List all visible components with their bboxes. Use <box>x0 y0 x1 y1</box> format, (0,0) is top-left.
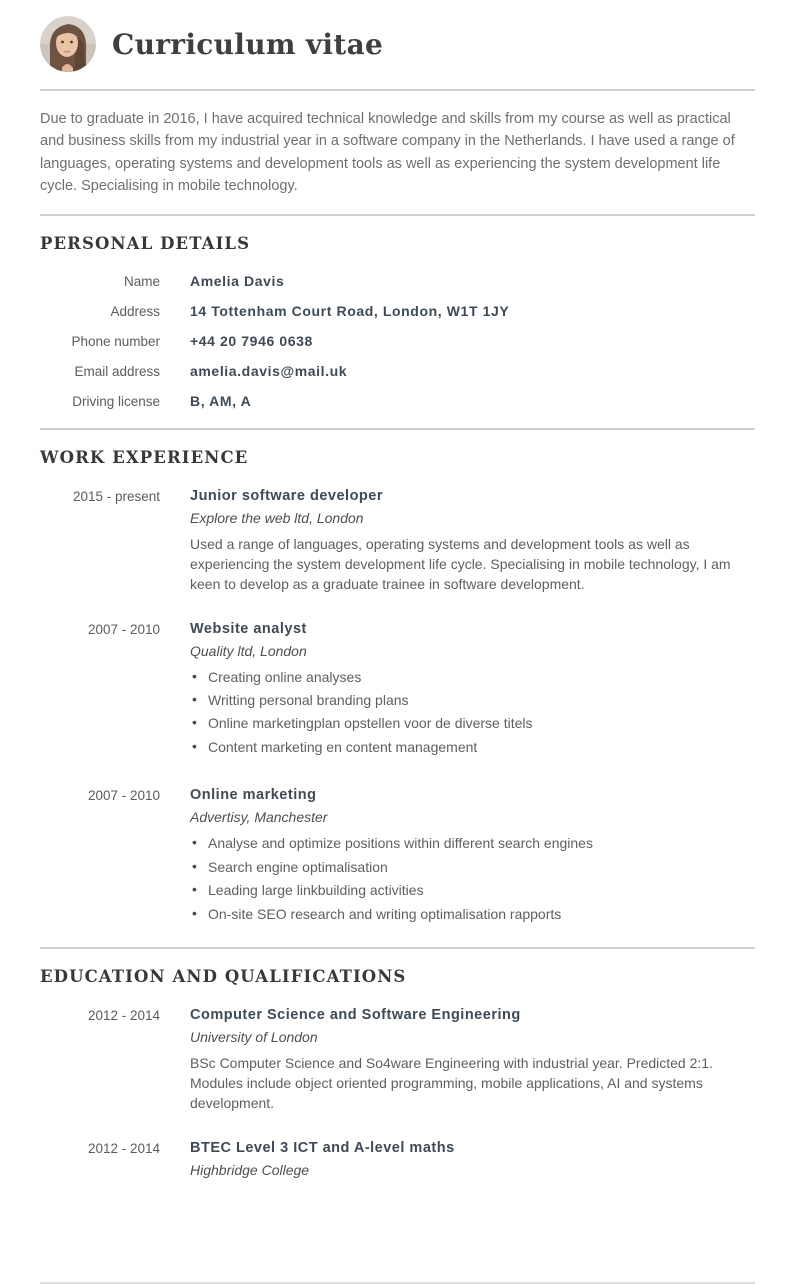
entry-title: Website analyst <box>190 620 307 637</box>
entry-period: 2012 - 2014 <box>87 1140 160 1156</box>
entry-body <box>190 787 755 928</box>
section-heading-education: EDUCATION AND QUALIFICATIONS <box>40 967 407 987</box>
entry-description: Used a range of languages, operating systems and development tools as well as experiencing the system development life cycle. Specialising in mobile technology, I am keen to develop as a graduate trainee in software development. <box>190 535 731 592</box>
detail-row <box>40 333 755 349</box>
entry-body <box>190 488 755 595</box>
bullet-item: • Writting personal branding plans <box>190 691 755 709</box>
detail-value: Amelia Davis <box>190 272 285 289</box>
profile-photo-graphic <box>40 16 96 72</box>
entry-period: 2015 - present <box>72 488 160 504</box>
entry-title: BTEC Level 3 ICT and A-level maths <box>190 1139 455 1156</box>
detail-label: Phone number <box>71 333 160 349</box>
entry-description: BSc Computer Science and So4ware Engineering with industrial year. Predicted 2:1. Modules include object oriented programming, mobile applications, AI and systems development. <box>190 1055 713 1111</box>
entry-title: Online marketing <box>190 787 317 804</box>
divider <box>40 947 755 949</box>
entry-body <box>190 1140 755 1178</box>
entry-period: 2007 - 2010 <box>87 788 160 804</box>
education-entry <box>40 1140 755 1178</box>
entry-subtitle: Highbridge College <box>190 1161 310 1178</box>
bullet-item: • Online marketingplan opstellen voor de diverse titels <box>190 714 755 732</box>
intro-paragraph: Due to graduate in 2016, I have acquired technical knowledge and skills from my course as well as practical and business skills from my industrial year in a software company in the Netherlands. I have used a range of languages, operating systems and development tools as well as experiencing the system development life cycle. Specialising in mobile technology. <box>40 111 735 195</box>
bullet-item: • Creating online analyses <box>190 668 755 686</box>
bullet-item: • On-site SEO research and writing optimalisation rapports <box>190 905 755 923</box>
detail-label: Name <box>123 273 160 289</box>
header <box>40 14 755 74</box>
detail-label: Email address <box>74 363 160 379</box>
bullet-item: • Analyse and optimize positions within different search engines <box>190 834 755 852</box>
detail-row <box>40 363 755 379</box>
divider <box>40 428 755 430</box>
profile-photo <box>40 16 96 72</box>
page-title: Curriculum vitae <box>112 27 384 61</box>
work-entry <box>40 621 755 762</box>
work-experience-entries <box>40 488 755 928</box>
section-heading-personal-details: PERSONAL DETAILS <box>40 233 251 253</box>
detail-value: 14 Tottenham Court Road, London, W1T 1JY <box>190 302 510 319</box>
education-entries <box>40 1007 755 1178</box>
divider <box>40 89 755 91</box>
entry-subtitle: Explore the web ltd, London <box>190 509 364 526</box>
education-entry <box>40 1007 755 1114</box>
bullet-item: • Content marketing en content management <box>190 738 755 756</box>
section-heading-work-experience: WORK EXPERIENCE <box>40 447 249 467</box>
bullet-item: • Search engine optimalisation <box>190 858 755 876</box>
detail-value: +44 20 7946 0638 <box>190 332 313 349</box>
detail-value: amelia.davis@mail.uk <box>190 362 348 379</box>
detail-label: Driving license <box>72 393 160 409</box>
detail-row <box>40 393 755 409</box>
entry-period: 2007 - 2010 <box>87 621 160 637</box>
entry-period: 2012 - 2014 <box>87 1008 160 1024</box>
entry-subtitle: University of London <box>190 1029 318 1046</box>
entry-subtitle: Advertisy, Manchester <box>190 809 328 826</box>
entry-title: Computer Science and Software Engineering <box>190 1007 521 1024</box>
entry-subtitle: Quality ltd, London <box>190 642 307 659</box>
detail-label: Address <box>110 303 160 319</box>
bullet-item: • Leading large linkbuilding activities <box>190 881 755 899</box>
personal-details-rows <box>40 273 755 409</box>
entry-body <box>190 621 755 762</box>
entry-bullet-list <box>190 834 755 923</box>
entry-body <box>190 1007 755 1114</box>
work-entry <box>40 787 755 928</box>
entry-title: Junior software developer <box>190 487 383 504</box>
detail-value: B, AM, A <box>190 392 252 409</box>
detail-row <box>40 303 755 319</box>
work-entry <box>40 488 755 595</box>
detail-row <box>40 273 755 289</box>
entry-bullet-list <box>190 668 755 757</box>
divider <box>40 214 755 216</box>
